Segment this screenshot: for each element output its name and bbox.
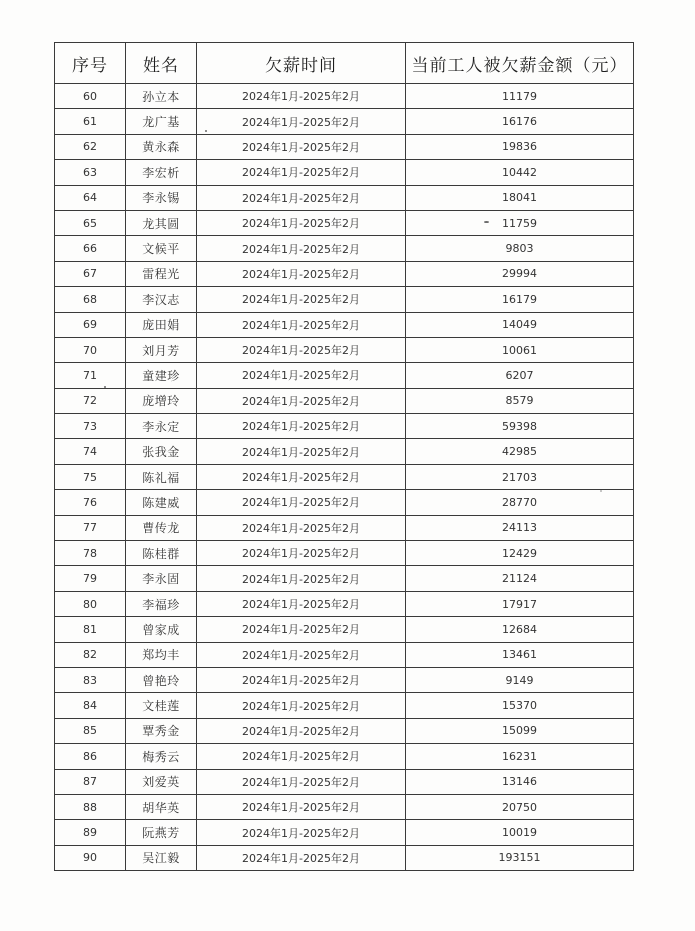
table-row [55,337,634,362]
row-worker-name: 文候平 [126,236,197,261]
row-unpaid-period: 2024年1月-2025年2月 [197,160,406,185]
row-serial-number: 69 [55,312,126,337]
row-unpaid-amount: 16179 [406,287,634,312]
row-unpaid-period: 2024年1月-2025年2月 [197,109,406,134]
row-serial-number: 62 [55,134,126,159]
table-row [55,84,634,109]
row-unpaid-period: 2024年1月-2025年2月 [197,591,406,616]
row-unpaid-amount: 12429 [406,541,634,566]
row-serial-number: 74 [55,439,126,464]
row-worker-name: 曹传龙 [126,515,197,540]
table-row [55,287,634,312]
row-worker-name: 刘月芳 [126,337,197,362]
row-serial-number: 81 [55,617,126,642]
table-row [55,845,634,870]
row-serial-number: 90 [55,845,126,870]
table-row [55,490,634,515]
row-serial-number: 72 [55,388,126,413]
row-unpaid-amount: 21124 [406,566,634,591]
row-worker-name: 覃秀金 [126,718,197,743]
table-row [55,464,634,489]
table-row [55,591,634,616]
row-worker-name: 李永锡 [126,185,197,210]
row-unpaid-period: 2024年1月-2025年2月 [197,794,406,819]
table-row [55,541,634,566]
row-worker-name: 吴江毅 [126,845,197,870]
row-worker-name: 胡华英 [126,794,197,819]
row-worker-name: 龙其圆 [126,210,197,235]
row-unpaid-amount: 8579 [406,388,634,413]
row-serial-number: 73 [55,414,126,439]
row-unpaid-period: 2024年1月-2025年2月 [197,210,406,235]
row-unpaid-period: 2024年1月-2025年2月 [197,363,406,388]
header-unpaid-amount: 当前工人被欠薪金额（元） [406,43,634,84]
row-worker-name: 童建珍 [126,363,197,388]
row-serial-number: 75 [55,464,126,489]
row-unpaid-period: 2024年1月-2025年2月 [197,84,406,109]
row-unpaid-period: 2024年1月-2025年2月 [197,134,406,159]
row-serial-number: 82 [55,642,126,667]
row-serial-number: 87 [55,769,126,794]
row-worker-name: 曾艳玲 [126,667,197,692]
row-serial-number: 66 [55,236,126,261]
scan-speck [600,490,602,492]
row-unpaid-amount: 21703 [406,464,634,489]
table-body [55,84,634,871]
row-unpaid-amount: 13146 [406,769,634,794]
row-unpaid-period: 2024年1月-2025年2月 [197,261,406,286]
table-row [55,160,634,185]
row-worker-name: 陈礼福 [126,464,197,489]
row-worker-name: 庞增玲 [126,388,197,413]
row-unpaid-amount: 13461 [406,642,634,667]
table-row [55,693,634,718]
row-unpaid-period: 2024年1月-2025年2月 [197,845,406,870]
row-worker-name: 庞田娟 [126,312,197,337]
scan-speck [104,386,106,388]
row-unpaid-period: 2024年1月-2025年2月 [197,820,406,845]
row-serial-number: 86 [55,744,126,769]
row-unpaid-amount: 9803 [406,236,634,261]
table-row [55,312,634,337]
row-worker-name: 陈桂群 [126,541,197,566]
table-row [55,261,634,286]
row-unpaid-amount: 6207 [406,363,634,388]
row-serial-number: 89 [55,820,126,845]
row-serial-number: 85 [55,718,126,743]
table-row [55,414,634,439]
row-worker-name: 李汉志 [126,287,197,312]
table-row [55,718,634,743]
row-unpaid-amount: 24113 [406,515,634,540]
row-unpaid-period: 2024年1月-2025年2月 [197,185,406,210]
row-worker-name: 刘爱英 [126,769,197,794]
row-unpaid-period: 2024年1月-2025年2月 [197,236,406,261]
row-unpaid-amount: 14049 [406,312,634,337]
table-row [55,515,634,540]
row-serial-number: 60 [55,84,126,109]
row-serial-number: 84 [55,693,126,718]
header-name: 姓名 [126,43,197,84]
row-unpaid-period: 2024年1月-2025年2月 [197,515,406,540]
row-unpaid-period: 2024年1月-2025年2月 [197,541,406,566]
row-serial-number: 67 [55,261,126,286]
row-unpaid-amount: 18041 [406,185,634,210]
row-unpaid-amount: 15370 [406,693,634,718]
row-unpaid-amount: 20750 [406,794,634,819]
row-unpaid-amount: 10442 [406,160,634,185]
row-unpaid-period: 2024年1月-2025年2月 [197,312,406,337]
row-serial-number: 71 [55,363,126,388]
row-serial-number: 65 [55,210,126,235]
row-unpaid-period: 2024年1月-2025年2月 [197,388,406,413]
row-unpaid-amount: 10061 [406,337,634,362]
row-unpaid-period: 2024年1月-2025年2月 [197,718,406,743]
row-unpaid-period: 2024年1月-2025年2月 [197,490,406,515]
row-unpaid-period: 2024年1月-2025年2月 [197,287,406,312]
unpaid-wages-table [54,42,634,871]
row-serial-number: 61 [55,109,126,134]
row-unpaid-amount: 59398 [406,414,634,439]
row-serial-number: 78 [55,541,126,566]
table-row [55,566,634,591]
row-worker-name: 郑均丰 [126,642,197,667]
row-worker-name: 文桂莲 [126,693,197,718]
row-unpaid-period: 2024年1月-2025年2月 [197,744,406,769]
table-row [55,617,634,642]
row-serial-number: 64 [55,185,126,210]
scan-speck [205,130,207,132]
table-row [55,667,634,692]
row-unpaid-amount: 10019 [406,820,634,845]
row-unpaid-amount: 11759 [406,210,634,235]
header-row [55,43,634,84]
row-unpaid-amount: 15099 [406,718,634,743]
table-row [55,744,634,769]
row-serial-number: 70 [55,337,126,362]
row-worker-name: 张我金 [126,439,197,464]
table-row [55,210,634,235]
scan-speck [484,221,489,223]
row-worker-name: 陈建威 [126,490,197,515]
row-worker-name: 李福珍 [126,591,197,616]
row-unpaid-amount: 9149 [406,667,634,692]
row-unpaid-amount: 42985 [406,439,634,464]
row-unpaid-period: 2024年1月-2025年2月 [197,617,406,642]
row-serial-number: 63 [55,160,126,185]
row-unpaid-period: 2024年1月-2025年2月 [197,667,406,692]
row-worker-name: 黄永森 [126,134,197,159]
table-row [55,388,634,413]
row-worker-name: 李宏析 [126,160,197,185]
row-unpaid-period: 2024年1月-2025年2月 [197,642,406,667]
row-unpaid-period: 2024年1月-2025年2月 [197,464,406,489]
table-row [55,363,634,388]
table-row [55,769,634,794]
row-worker-name: 雷程光 [126,261,197,286]
row-worker-name: 阮燕芳 [126,820,197,845]
row-unpaid-amount: 193151 [406,845,634,870]
row-unpaid-period: 2024年1月-2025年2月 [197,337,406,362]
row-unpaid-amount: 28770 [406,490,634,515]
table-row [55,236,634,261]
row-serial-number: 68 [55,287,126,312]
header-serial-number: 序号 [55,43,126,84]
table-row [55,794,634,819]
row-worker-name: 李永固 [126,566,197,591]
row-worker-name: 梅秀云 [126,744,197,769]
row-serial-number: 76 [55,490,126,515]
table-row [55,134,634,159]
table-row [55,820,634,845]
row-unpaid-period: 2024年1月-2025年2月 [197,769,406,794]
row-serial-number: 77 [55,515,126,540]
row-worker-name: 曾家成 [126,617,197,642]
row-unpaid-amount: 17917 [406,591,634,616]
row-unpaid-period: 2024年1月-2025年2月 [197,566,406,591]
row-unpaid-amount: 16176 [406,109,634,134]
row-unpaid-amount: 16231 [406,744,634,769]
table-row [55,439,634,464]
row-worker-name: 孙立本 [126,84,197,109]
row-serial-number: 88 [55,794,126,819]
row-worker-name: 龙广基 [126,109,197,134]
header-unpaid-period: 欠薪时间 [197,43,406,84]
table-header [55,43,634,84]
row-unpaid-amount: 29994 [406,261,634,286]
row-unpaid-period: 2024年1月-2025年2月 [197,414,406,439]
row-unpaid-amount: 11179 [406,84,634,109]
table-row [55,185,634,210]
row-worker-name: 李永定 [126,414,197,439]
table-row [55,109,634,134]
row-unpaid-period: 2024年1月-2025年2月 [197,693,406,718]
row-unpaid-amount: 12684 [406,617,634,642]
row-unpaid-period: 2024年1月-2025年2月 [197,439,406,464]
row-unpaid-amount: 19836 [406,134,634,159]
row-serial-number: 83 [55,667,126,692]
table-row [55,642,634,667]
row-serial-number: 79 [55,566,126,591]
row-serial-number: 80 [55,591,126,616]
